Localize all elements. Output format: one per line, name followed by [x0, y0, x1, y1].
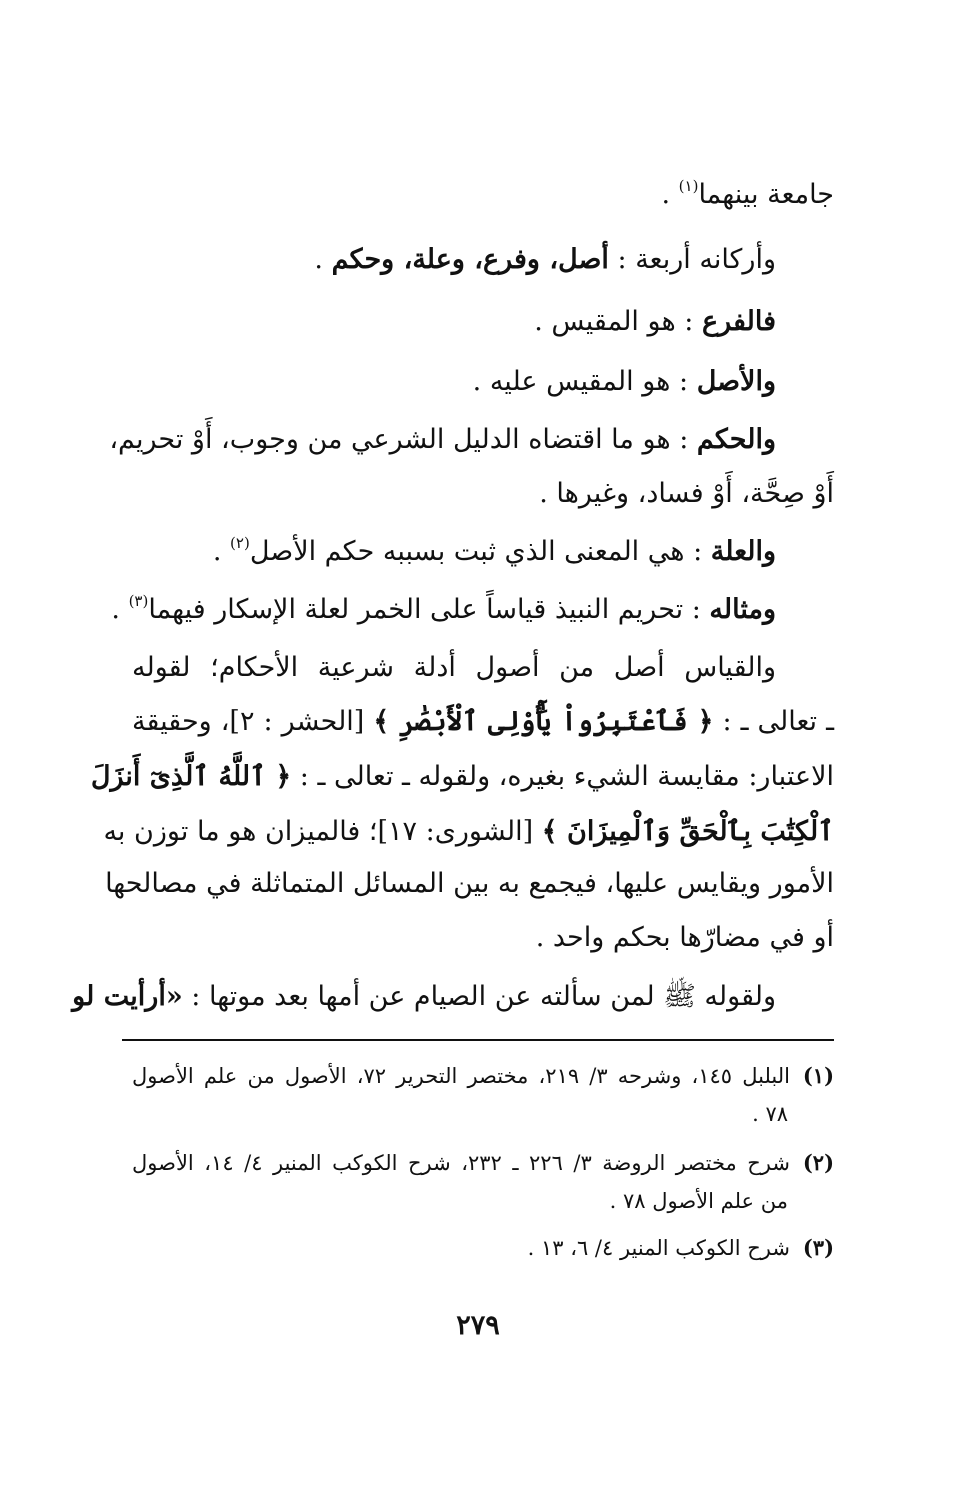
text-span: : هو المقيس .: [534, 306, 694, 337]
body-line-2: [314, 240, 776, 280]
text-span: .: [111, 594, 120, 625]
body-line-6: [539, 474, 834, 514]
footnote-2: [132, 1145, 834, 1181]
body-line-9: [132, 648, 776, 688]
footnote-text: البلبل ١٤٥، وشرحه ٣/ ٢١٩، مختصر التحرير ٧٢، الأصول من علم الأصول: [132, 1064, 790, 1088]
text-span: أَوْ صِحَّة، أَوْ فساد، وغيرها .: [539, 478, 834, 509]
body-line-15: [72, 977, 776, 1017]
footnote-1: [132, 1058, 834, 1094]
footnote-ref-3[interactable]: (٣): [128, 592, 149, 610]
footnote-text: ٧٨ .: [752, 1102, 788, 1126]
body-line-14: [536, 918, 834, 958]
text-span: .: [314, 244, 323, 275]
page-number: ٢٧٩: [456, 1310, 500, 1341]
text-span: : هو ما اقتضاه الدليل الشرعي من وجوب، أَوْ تحريم،: [109, 424, 689, 455]
text-span: وأركانه أربعة :: [608, 244, 776, 275]
bold-term: والعلة: [710, 536, 776, 567]
footnote-number: (٢): [802, 1150, 834, 1175]
text-span: [الحشر : ٢]، وحقيقة: [132, 706, 374, 737]
text-span: الاعتبار: مقايسة الشيء بغيره، ولقوله ـ تعالى ـ :: [291, 761, 834, 792]
text-span: أو في مضارّها بحكم واحد .: [535, 922, 834, 953]
text-span: : هي المعنى الذي ثبت بسببه حكم الأصل: [249, 536, 703, 567]
bold-term: فالفرع: [701, 306, 776, 337]
quran-verse: ٱلْكِتَٰبَ بِٱلْحَقِّ وَٱلْمِيزَانَ ﴾: [541, 816, 834, 847]
body-line-7: [213, 532, 776, 572]
body-line-12: [103, 812, 834, 852]
bold-term: ومثاله: [709, 594, 776, 625]
text-span: جامعة بينهما: [698, 179, 834, 210]
footnote-text: شرح مختصر الروضة ٣/ ٢٢٦ ـ ٢٣٢، شرح الكوكب المنير ٤/ ١٤، الأصول: [132, 1151, 790, 1175]
footnote-1-continued: [132, 1096, 788, 1132]
footnote-separator: [122, 1039, 834, 1041]
footnote-text: شرح الكوكب المنير ٤/ ٦، ١٣ .: [527, 1236, 790, 1260]
footnote-2-continued: [132, 1183, 788, 1219]
footnote-3: [132, 1230, 834, 1266]
bold-term: أصل، وفرع، وعلة، وحكم: [331, 244, 609, 275]
text-span: .: [212, 536, 222, 567]
bold-term: والأصل: [696, 366, 776, 397]
bold-term: والحكم: [696, 424, 776, 455]
body-line-4: [473, 362, 776, 402]
body-line-5: [109, 420, 776, 460]
body-line-11: [90, 757, 834, 797]
text-span: والقياس أصل من أصول أدلة شرعية الأحكام؛ لقوله: [132, 652, 776, 683]
footnote-number: (٣): [802, 1235, 834, 1260]
text-span: [الشورى: ١٧]؛ فالميزان هو ما توزن به: [103, 816, 542, 847]
body-line-3: [534, 302, 776, 342]
text-span: .: [661, 179, 671, 210]
body-line-13: [105, 864, 834, 904]
quran-verse: ﴿ ٱللَّهُ ٱلَّذِىٓ أَنزَلَ: [90, 761, 292, 792]
text-span: الأمور ويقايس عليها، فيجمع به بين المسائل المتماثلة في مصالحها: [105, 868, 834, 899]
text-span: : تحريم النبيذ قياساً على الخمر لعلة الإسكار فيهما: [148, 594, 701, 625]
text-span: ولقوله ﷺ لمن سألته عن الصيام عن أمها بعد موتها :: [182, 981, 776, 1012]
text-span: ـ تعالى ـ :: [713, 706, 835, 737]
text-span: : هو المقيس عليه .: [472, 366, 689, 397]
body-line-8: [111, 590, 776, 630]
footnote-ref-2[interactable]: (٢): [230, 534, 250, 552]
footnote-text: من علم الأصول ٧٨ .: [609, 1189, 788, 1213]
bold-term: «أرأيت لو: [72, 981, 183, 1012]
footnote-ref-1[interactable]: (١): [678, 177, 699, 195]
body-line-1: [661, 175, 834, 215]
quran-verse: ﴿ فَٱعْتَبِرُواْ يَٰٓأُوْلِى ٱلْأَبْصَٰرِ ﴾: [373, 706, 714, 737]
footnote-number: (١): [802, 1063, 834, 1088]
body-line-10: [132, 702, 834, 742]
